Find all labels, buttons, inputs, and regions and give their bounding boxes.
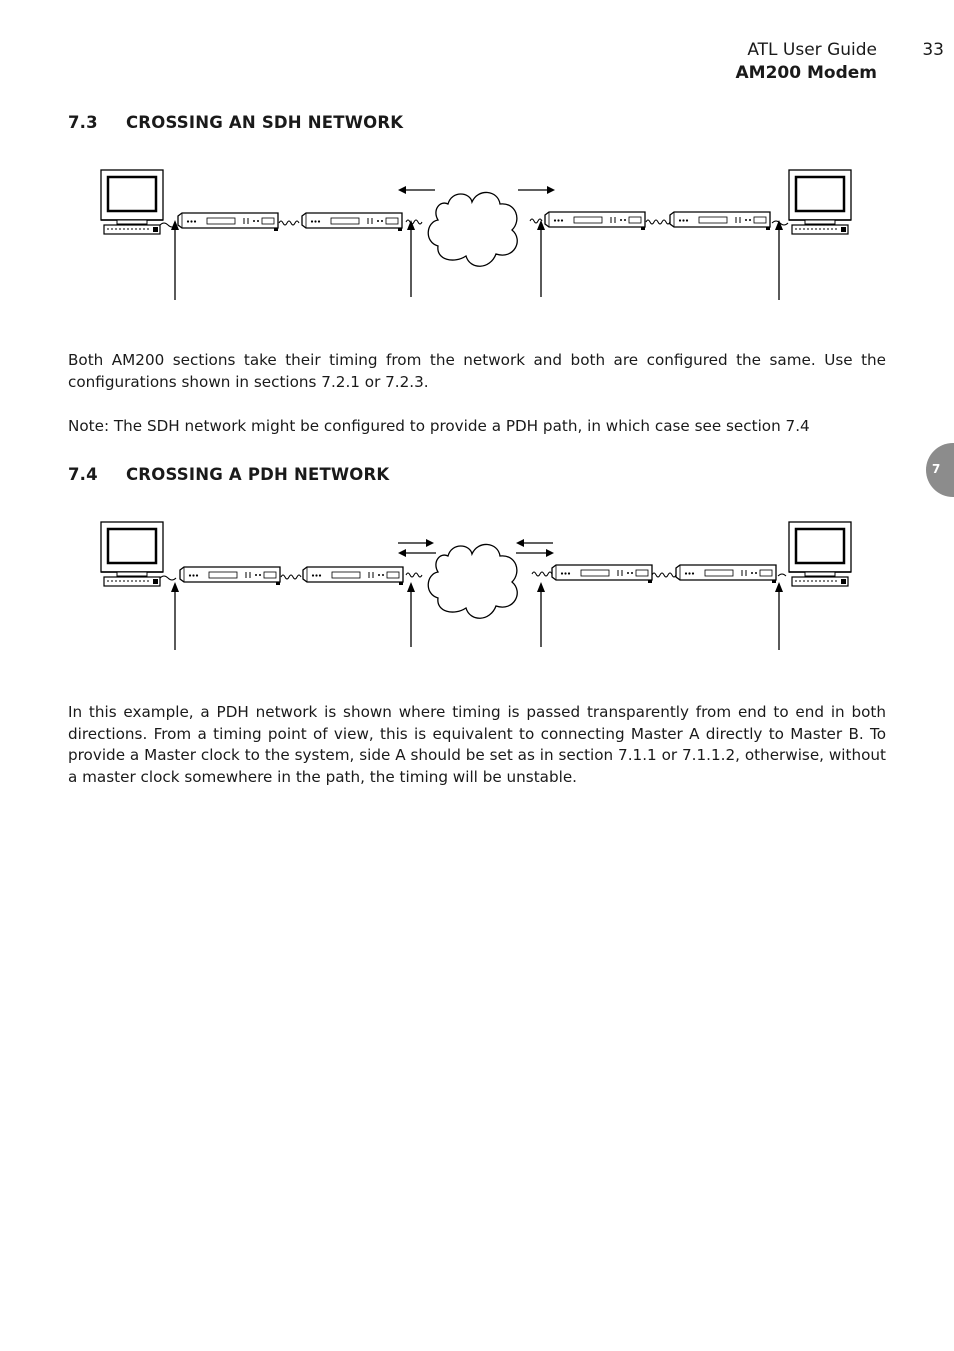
computer-icon [101, 522, 163, 586]
section-number: 7.3 [68, 113, 98, 132]
chapter-tab [926, 443, 954, 497]
header-model-title: AM200 Modem [735, 63, 877, 83]
page-number: 33 [922, 40, 944, 60]
modem-icon [180, 567, 280, 585]
modem-icon [676, 565, 776, 583]
network-cloud-icon [428, 544, 517, 618]
paragraph-note: Note: The SDH network might be configured to provide a PDH path, in which case see section 7.4 [68, 417, 810, 435]
section-title: CROSSING A PDH NETWORK [126, 465, 390, 484]
chapter-tab-label: 7 [932, 462, 941, 476]
modem-icon [545, 212, 645, 230]
section-title: CROSSING AN SDH NETWORK [126, 113, 404, 132]
network-cloud-icon [428, 192, 517, 266]
modem-icon [303, 567, 403, 585]
section-number: 7.4 [68, 465, 98, 484]
section-heading-7-4 [68, 465, 389, 484]
computer-icon [101, 170, 163, 234]
paragraph: Both AM200 sections take their timing from the network and both are configured the same. Use the configurations shown in sections 7.2.1 or 7.2.3. [68, 351, 886, 391]
modem-icon [302, 213, 402, 231]
section-heading-7-3 [68, 113, 403, 132]
computer-icon [789, 522, 851, 586]
paragraph: In this example, a PDH network is shown where timing is passed transparently from end to end in both directions. From a timing point of view, this is equivalent to connecting Master A directly to Master B. To provide a Master clock to the system, side A should be set as in section 7.1.1 or 7.1.1.2, otherwise, without a master clock somewhere in the path, the timing will be unstable. [68, 703, 886, 786]
modem-icon [552, 565, 652, 583]
modem-icon [178, 213, 278, 231]
sdh-network-diagram [0, 160, 954, 310]
modem-icon [670, 212, 770, 230]
pdh-network-diagram [0, 512, 954, 662]
computer-icon [789, 170, 851, 234]
header-guide-title: ATL User Guide [747, 40, 877, 60]
